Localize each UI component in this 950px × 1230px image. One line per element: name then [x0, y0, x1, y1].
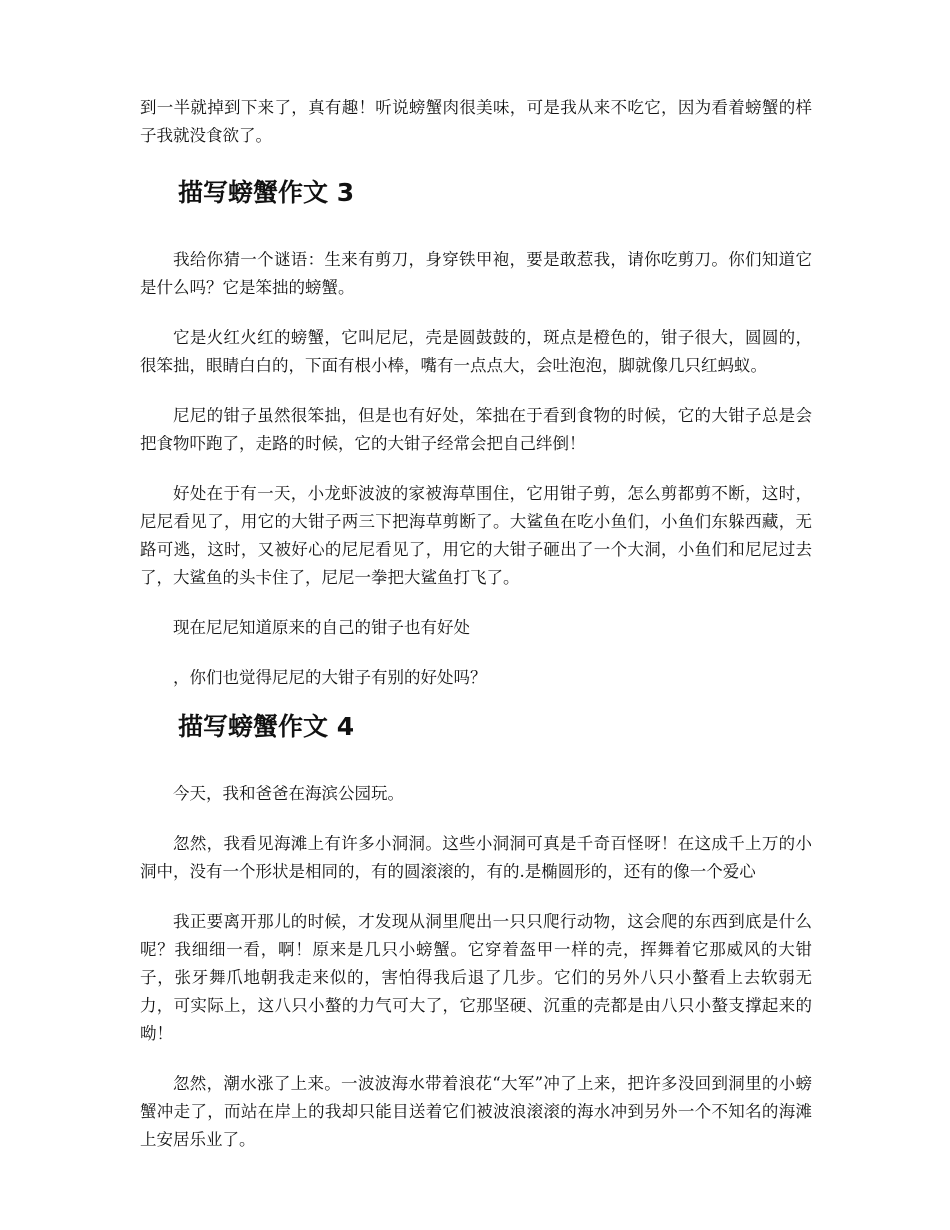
- section-4-title: 描写螃蟹作文 4: [178, 712, 355, 741]
- section-3-paragraph-1: 我给你猜一个谜语：生来有剪刀，身穿铁甲袍，要是敢惹我，请你吃剪刀。你们知道它是什么吗？它是笨拙的螃蟹。: [140, 250, 812, 297]
- section-3-paragraph-5: 现在尼尼知道原来的自己的钳子也有好处: [173, 618, 470, 637]
- section-4-paragraph-3: 我正要离开那儿的时候，才发现从洞里爬出一只只爬行动物，这会爬的东西到底是什么呢？我细细一看，啊！原来是几只小螃蟹。它穿着盔甲一样的壳，挥舞着它那威风的大钳子，张牙舞爪地朝我走来似的，害怕得我后退了几步。它们的另外八只小螯看上去软弱无力，可实际上，这八只小螯的力气可大了，它那坚硬、沉重的壳都是由八只小螯支撑起来的呦！: [140, 912, 812, 1043]
- section-3-paragraph-6: ，你们也觉得尼尼的大钳子有别的好处吗？: [173, 668, 487, 687]
- section-3-paragraph-2: 它是火红火红的螃蟹，它叫尼尼，壳是圆鼓鼓的，斑点是橙色的，钳子很大，圆圆的，很笨拙，眼睛白白的，下面有根小棒，嘴有一点点大，会吐泡泡，脚就像几只红蚂蚁。: [140, 328, 812, 375]
- section-3-paragraph-4: 好处在于有一天，小龙虾波波的家被海草围住，它用钳子剪，怎么剪都剪不断，这时，尼尼看见了，用它的大钳子两三下把海草剪断了。大鲨鱼在吃小鱼们，小鱼们东躲西藏，无路可逃，这时，又被好心的尼尼看见了，用它的大钳子砸出了一个大洞，小鱼们和尼尼过去了，大鲨鱼的头卡住了，尼尼一拳把大鲨鱼打飞了。: [140, 484, 812, 587]
- section-4-paragraph-1: 今天，我和爸爸在海滨公园玩。: [173, 784, 404, 803]
- paragraph-continued: 到一半就掉到下来了，真有趣！听说螃蟹肉很美味，可是我从来不吃它，因为看着螃蟹的样子我就没食欲了。: [140, 98, 812, 145]
- document-page: [140, 94, 812, 1154]
- section-3-paragraph-3: 尼尼的钳子虽然很笨拙，但是也有好处，笨拙在于看到食物的时候，它的大钳子总是会把食物吓跑了，走路的时候，它的大钳子经常会把自己绊倒！: [140, 406, 812, 453]
- section-3-title: 描写螃蟹作文 3: [178, 178, 355, 207]
- section-4-paragraph-4: 忽然，潮水涨了上来。一波波海水带着浪花“大军”冲了上来，把许多没回到洞里的小螃蟹冲走了，而站在岸上的我却只能目送着它们被波浪滚滚的海水冲到另外一个不知名的海滩上安居乐业了。: [140, 1074, 812, 1149]
- section-4-paragraph-2: 忽然，我看见海滩上有许多小洞洞。这些小洞洞可真是千奇百怪呀！在这成千上万的小洞中，没有一个形状是相同的，有的圆滚滚的，有的.是椭圆形的，还有的像一个爱心: [140, 834, 812, 881]
